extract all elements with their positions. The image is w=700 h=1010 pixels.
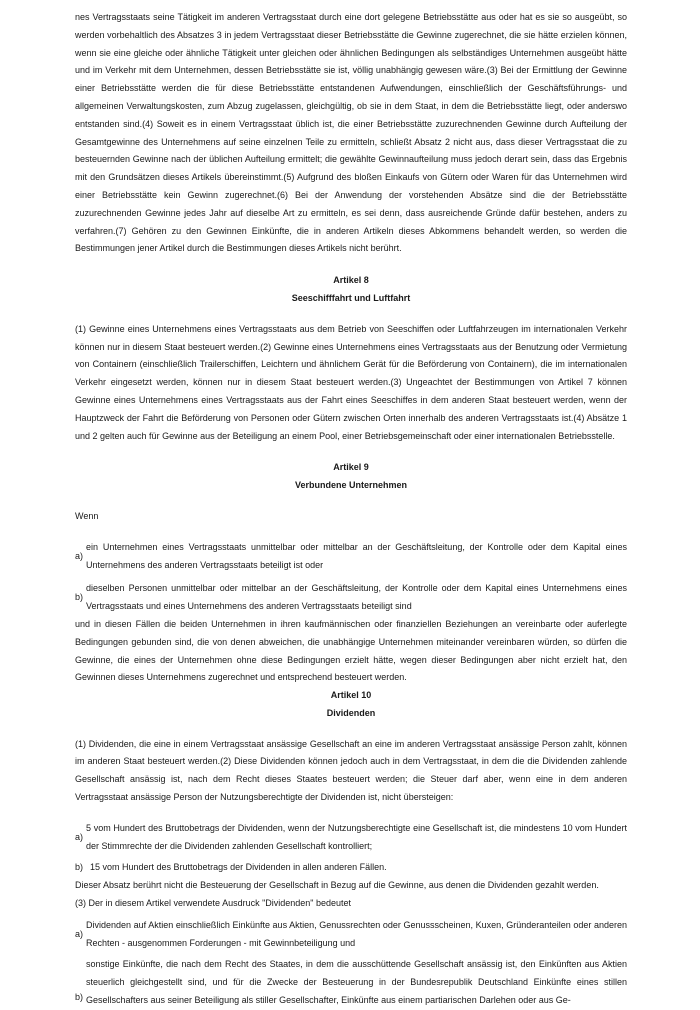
article-9-intro: Wenn (75, 510, 99, 521)
list-label: a) (75, 928, 84, 939)
article-10-after-items: Dieser Absatz berührt nicht die Besteuerung der Gesellschaft in Bezug auf die Gewinne, aus denen die Dividenden gezahlt werden. (75, 880, 599, 891)
list-text: dieselben Personen unmittelbar oder mittelbar an der Geschäftsleitung, der Kontrolle oder dem Kapital eines Unternehmens eines Vertragsstaats und eines Unternehmens des anderen Vertragsstaats beteiligt sind (86, 583, 627, 612)
list-label: a) (75, 550, 84, 561)
list-label: b) (75, 592, 84, 603)
list-item (75, 820, 627, 856)
article-9-heading: Artikel 9 (333, 462, 369, 473)
list-text: 5 vom Hundert des Bruttobetrags der Dividenden, wenn der Nutzungsberechtigte eine Gesellschaft ist, die mindestens 10 vom Hundert der Stimmrechte der die Dividenden zahlenden Gesellschaft kontrolliert; (86, 822, 627, 851)
article-8-subheading: Seeschifffahrt und Luftfahrt (291, 292, 411, 303)
list-text: ein Unternehmen eines Vertragsstaats unmittelbar oder mittelbar an der Geschäftsleitung, der Kontrolle oder dem Kapital eines Unternehmens des anderen Vertragsstaats beteiligt ist oder (86, 541, 627, 570)
list-item (75, 580, 627, 616)
list-text: Dividenden auf Aktien einschließlich Einkünfte aus Aktien, Genussrechten oder Genussscheinen, Kuxen, Gründeranteilen oder anderen Rechten - ausgenommen Forderungen - mit Gewinnbeteiligung und (86, 919, 627, 948)
list-text: 15 vom Hundert des Bruttobetrags der Dividenden in allen anderen Fällen. (90, 862, 387, 873)
list-label: b) (75, 862, 84, 873)
article-9-closing: und in diesen Fällen die beiden Unternehmen in ihren kaufmännischen oder finanziellen Beziehungen an vereinbarte oder auferlegte Bedingungen gebunden sind, die von denen abweichen, die unabhängige Unternehmen miteinander vereinbaren würden, so dürfen die Gewinne, die eines der Unternehmen ohne diese Bedingungen erzielt hätte, wegen dieser Bedingungen aber nicht erzielt hat, den Gewinnen dieses Unternehmens zugerechnet und entsprechend besteuert werden. (75, 618, 627, 683)
list-item (75, 859, 627, 877)
article-10-para3: (3) Der in diesem Artikel verwendete Ausdruck "Dividenden" bedeutet (75, 898, 352, 909)
list-item (75, 956, 627, 1009)
list-text: sonstige Einkünfte, die nach dem Recht des Staates, in dem die ausschüttende Gesellschaft ansässig ist, den Einkünften aus Aktien steuerlich gleichgestellt sind, und für die Zwecke der Besteuerung in der Bundesrepublik Deutschland Einkünfte eines stillen Gesellschafters aus seiner Beteiligung als stiller Gesellschafter, Einkünfte aus einem partiarischen Darlehen oder aus Ge- (86, 959, 627, 1006)
article-10-heading: Artikel 10 (330, 690, 372, 701)
list-label: a) (75, 831, 84, 842)
article-10-subheading: Dividenden (326, 707, 376, 718)
list-item (75, 917, 627, 953)
list-item (75, 539, 627, 575)
list-label: b) (75, 992, 84, 1003)
article-7-text: nes Vertragsstaats seine Tätigkeit im anderen Vertragsstaat durch eine dort gelegene Betriebsstätte aus oder hat es sie so ausgeübt, so werden vorbehaltlich des Absatzes 3 in jedem Vertragsstaat dieser Betriebsstätte die Gewinne zugerechnet, die sie hätte erzielen können, wenn sie eine gleiche oder ähnliche Tätigkeit unter gleichen oder ähnlichen Bedingungen als selbständiges Unternehmen ausgeübt hätte und im Verkehr mit dem Unternehmen, dessen Betriebsstätte sie ist, völlig unabhängig gewesen wäre.(3) Bei der Ermittlung der Gewinne einer Betriebsstätte werden die für diese Betriebsstätte entstandenen Aufwendungen, einschließlich der Geschäftsführungs- und allgemeinen Verwaltungskosten, zum Abzug zugelassen, gleichgültig, ob sie in dem Staat, in dem die Betriebsstätte liegt, oder anderswo entstanden sind.(4) Soweit es in einem Vertragsstaat üblich ist, die einer Betriebsstätte zuzurechnenden Gewinne durch Aufteilung der Gesamtgewinne des Unternehmens auf seine einzelnen Teile zu ermitteln, schließt Absatz 2 nicht aus, dass dieser Vertragsstaat die zu besteuernden Gewinne nach der üblichen Aufteilung ermittelt; die gewählte Gewinnaufteilung muss jedoch derart sein, dass das Ergebnis mit den Grundsätzen dieses Artikels übereinstimmt.(5) Aufgrund des bloßen Einkaufs von Gütern oder Waren für das Unternehmen wird einer Betriebsstätte kein Gewinn zugerechnet.(6) Bei der Anwendung der vorstehenden Absätze sind die der Betriebsstätte zuzurechnenden Gewinne jedes Jahr auf dieselbe Art zu ermitteln, es sei denn, dass ausreichende Gründe dafür bestehen, anders zu verfahren.(7) Gehören zu den Gewinnen Einkünfte, die in anderen Artikeln dieses Abkommens behandelt werden, so werden die Bestimmungen jener Artikel durch die Bestimmungen dieses Artikels nicht berührt. (75, 12, 627, 254)
article-8-heading: Artikel 8 (333, 275, 369, 286)
article-10-text: (1) Dividenden, die eine in einem Vertragsstaat ansässige Gesellschaft an eine im anderen Vertragsstaat ansässige Person zahlt, können im anderen Staat besteuert werden.(2) Diese Dividenden können jedoch auch in dem Vertragsstaat, in dem die die Dividenden zahlende Gesellschaft ansässig ist, nach dem Recht dieses Staates besteuert werden; die Steuer darf aber, wenn eine in dem anderen Vertragsstaat ansässige Person der Nutzungsberechtigte der Dividenden ist, nicht übersteigen: (75, 738, 627, 803)
article-8-text: (1) Gewinne eines Unternehmens eines Vertragsstaats aus dem Betrieb von Seeschiffen oder Luftfahrzeugen im internationalen Verkehr können nur in diesem Staat besteuert werden.(2) Gewinne eines Unternehmens eines Vertragsstaats aus der Benutzung oder Vermietung von Containern (einschließlich Trailerschiffen, Leichtern und ähnlichem Gerät für die Beförderung von Containern), die im internationalen Verkehr eingesetzt werden, können nur in diesem Staat besteuert werden.(3) Ungeachtet der Bestimmungen von Artikel 7 können Gewinne eines Unternehmens eines Vertragsstaats aus der Fahrt eines Seeschiffes in dem anderen Staat besteuert werden, wenn der Hauptzweck der Fahrt die Beförderung von Personen oder Gütern zwischen Orten innerhalb des anderen Vertragsstaats ist.(4) Absätze 1 und 2 gelten auch für Gewinne aus der Beteiligung an einem Pool, einer Betriebsgemeinschaft oder einer internationalen Betriebsstelle. (75, 323, 627, 441)
article-9-subheading: Verbundene Unternehmen (294, 480, 408, 491)
document-page (75, 9, 627, 1010)
